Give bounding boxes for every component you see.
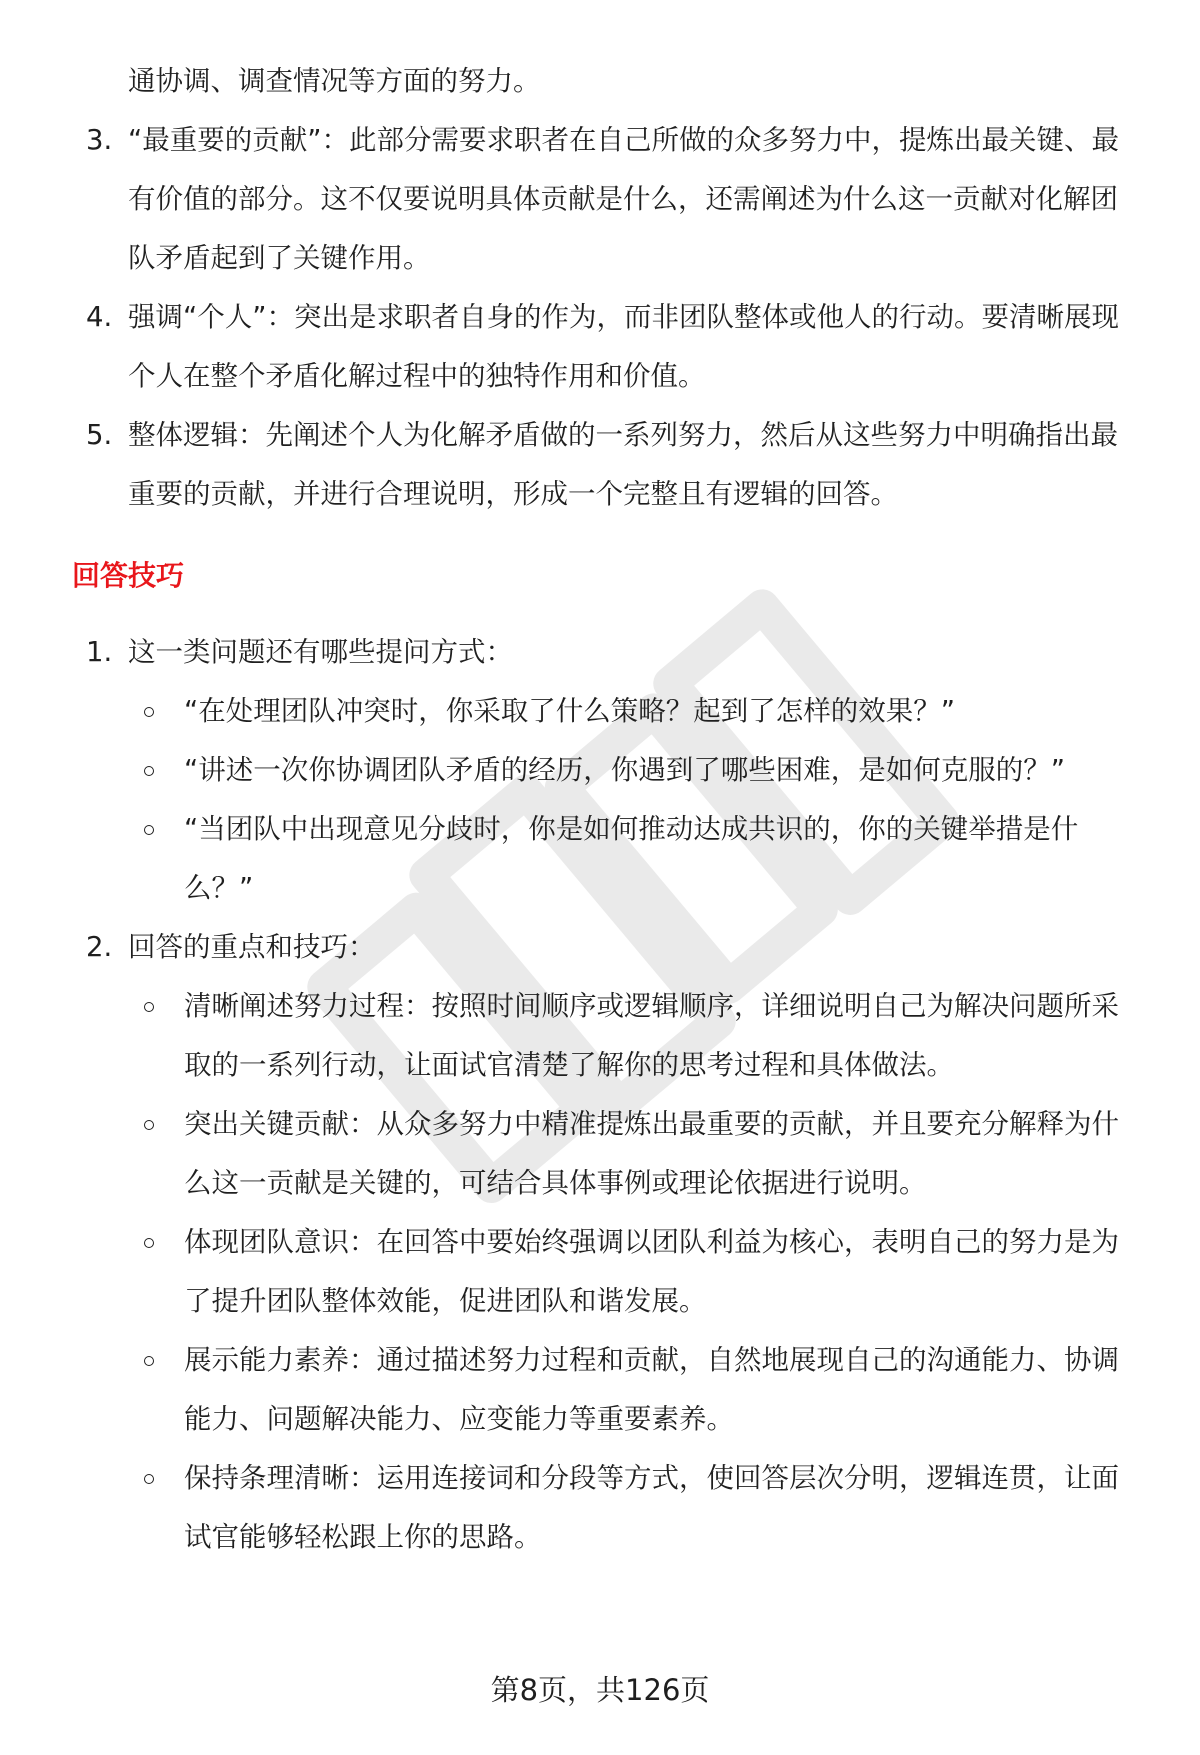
circle-bullet-icon [144,766,154,776]
circle-bullet-icon [144,1356,154,1366]
list-number: 2. [86,931,113,963]
list-number: 5. [86,419,113,451]
list-item [72,111,1142,288]
sub-item-text: 清晰阐述努力过程：按照时间顺序或逻辑顺序，详细说明自己为解决问题所采取的一系列行动，让面试官清楚了解你的思考过程和具体做法。 [184,990,1119,1081]
sub-list-item [128,1449,1142,1567]
list-item-text: 整体逻辑：先阐述个人为化解矛盾做的一系列努力，然后从这些努力中明确指出最重要的贡献，并进行合理说明，形成一个完整且有逻辑的回答。 [128,419,1118,510]
sub-item-text: “讲述一次你协调团队矛盾的经历，你遇到了哪些困难，是如何克服的？” [184,754,1065,786]
list-item [72,623,1142,918]
list-item [72,406,1142,524]
list-number: 4. [86,301,113,333]
tips-list [72,623,1142,1567]
sub-list-item [128,1095,1142,1213]
sub-list [72,977,1142,1567]
sub-list-item [128,977,1142,1095]
list-number: 1. [86,636,113,668]
sub-item-text: “当团队中出现意见分歧时，你是如何推动达成共识的，你的关键举措是什么？” [184,813,1079,904]
circle-bullet-icon [144,1002,154,1012]
analysis-list [72,111,1142,524]
sub-list [72,682,1142,918]
page-content [72,52,1142,1567]
sub-list-item [128,682,1142,741]
circle-bullet-icon [144,1474,154,1484]
sub-item-text: “在处理团队冲突时，你采取了什么策略？起到了怎样的效果？” [184,695,955,727]
continuation-text: 通协调、调查情况等方面的努力。 [128,65,541,97]
sub-item-text: 展示能力素养：通过描述努力过程和贡献，自然地展现自己的沟通能力、协调能力、问题解决能力、应变能力等重要素养。 [184,1344,1119,1435]
list-number: 3. [86,124,113,156]
sub-item-text: 保持条理清晰：运用连接词和分段等方式，使回答层次分明，逻辑连贯，让面试官能够轻松跟上你的思路。 [184,1462,1119,1553]
sub-item-text: 体现团队意识：在回答中要始终强调以团队利益为核心，表明自己的努力是为了提升团队整体效能，促进团队和谐发展。 [184,1226,1119,1317]
sub-list-item [128,1213,1142,1331]
list-item-text: 强调“个人”：突出是求职者自身的作为，而非团队整体或他人的行动。要清晰展现个人在整个矛盾化解过程中的独特作用和价值。 [128,301,1119,392]
circle-bullet-icon [144,825,154,835]
list-item-text: 回答的重点和技巧： [128,931,376,963]
list-item-text: 这一类问题还有哪些提问方式： [128,636,513,668]
page-footer: 第8页，共126页 [490,1673,710,1707]
circle-bullet-icon [144,1120,154,1130]
sub-list-item [128,1331,1142,1449]
list-item [72,288,1142,406]
sub-list-item [128,741,1142,800]
sub-list-item [128,800,1142,918]
list-item [72,918,1142,1567]
section-heading: 回答技巧 [72,559,185,592]
circle-bullet-icon [144,1238,154,1248]
list-item-text: “最重要的贡献”：此部分需要求职者在自己所做的众多努力中，提炼出最关键、最有价值的部分。这不仅要说明具体贡献是什么，还需阐述为什么这一贡献对化解团队矛盾起到了关键作用。 [128,124,1119,274]
sub-item-text: 突出关键贡献：从众多努力中精准提炼出最重要的贡献，并且要充分解释为什么这一贡献是关键的，可结合具体事例或理论依据进行说明。 [184,1108,1119,1199]
circle-bullet-icon [144,707,154,717]
